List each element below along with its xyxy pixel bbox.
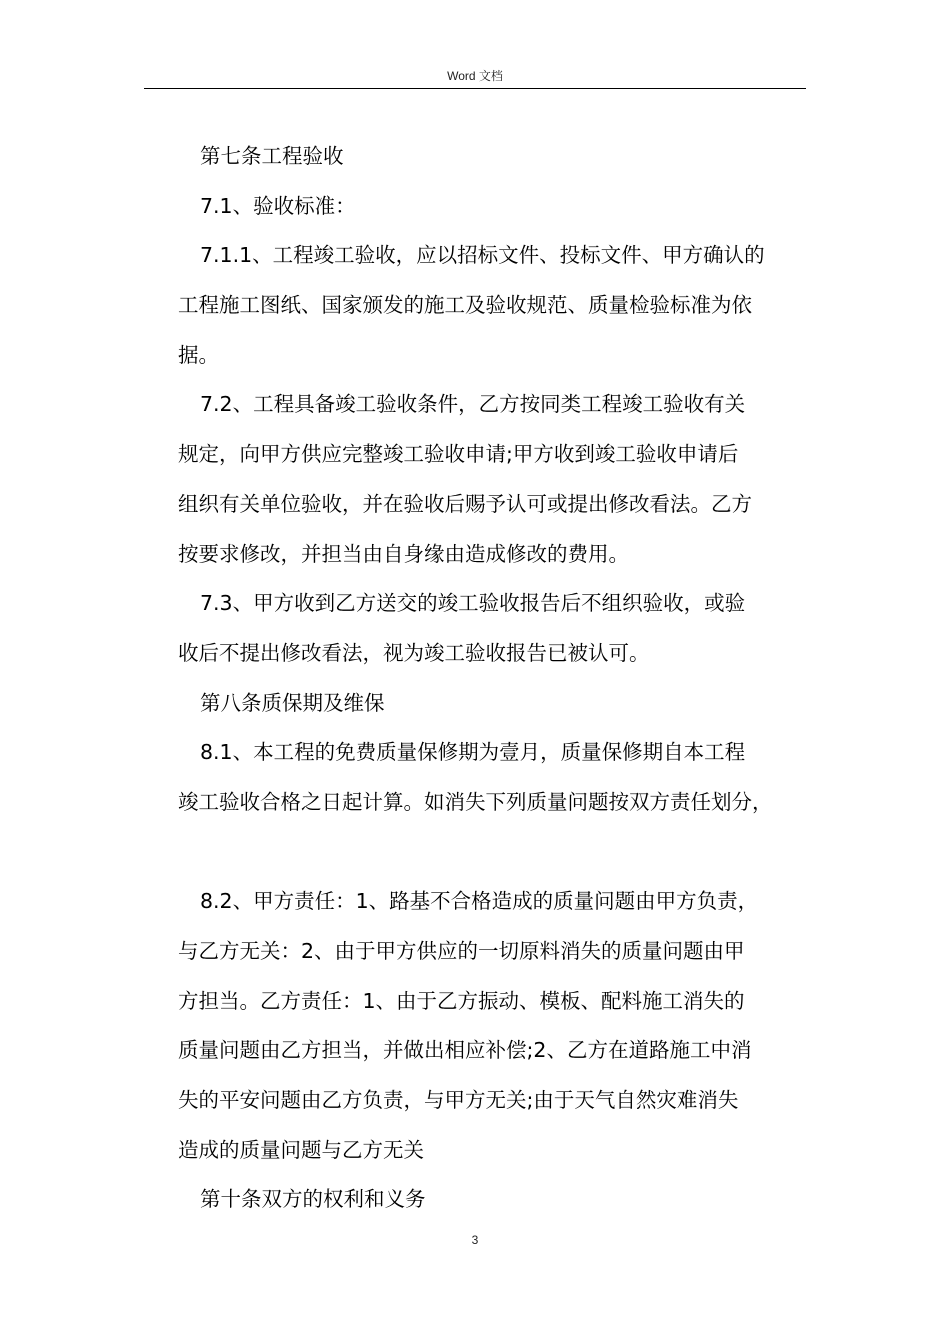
clause-line: 规定，向甲方供应完整竣工验收申请;甲方收到竣工验收申请后 xyxy=(178,442,739,467)
clause-line: 工程施工图纸、国家颁发的施工及验收规范、质量检验标准为依 xyxy=(178,293,752,318)
clause-line: 8.1、本工程的免费质量保修期为壹月，质量保修期自本工程 xyxy=(200,740,746,765)
page-number: 3 xyxy=(471,1233,479,1247)
clause-line: 收后不提出修改看法，视为竣工验收报告已被认可。 xyxy=(178,640,650,665)
clause-line: 7.1.1、工程竣工验收，应以招标文件、投标文件、甲方确认的 xyxy=(200,243,765,268)
document-body xyxy=(178,132,818,1225)
clause-line: 质量问题由乙方担当，并做出相应补偿;2、乙方在道路施工中消 xyxy=(178,1038,752,1063)
clause-line: 方担当。乙方责任：1、由于乙方振动、模板、配料施工消失的 xyxy=(178,988,745,1013)
clause-line: 据。 xyxy=(178,342,219,367)
header-divider xyxy=(144,88,806,89)
page-header: Word 文档 xyxy=(447,69,503,83)
clause-line: 竣工验收合格之日起计算。如消失下列质量问题按双方责任划分， xyxy=(178,789,773,814)
clause-line: 7.2、工程具备竣工验收条件，乙方按同类工程竣工验收有关 xyxy=(200,392,746,417)
clause-line: 7.1、验收标准： xyxy=(200,193,356,218)
clause-line: 失的平安问题由乙方负责，与甲方无关;由于天气自然灾难消失 xyxy=(178,1088,739,1113)
clause-line: 7.3、甲方收到乙方送交的竣工验收报告后不组织验收，或验 xyxy=(200,591,746,616)
section-heading: 第十条双方的权利和义务 xyxy=(200,1187,426,1212)
clause-line: 8.2、甲方责任：1、路基不合格造成的质量问题由甲方负责， xyxy=(200,889,759,914)
clause-line: 组织有关单位验收，并在验收后赐予认可或提出修改看法。乙方 xyxy=(178,491,752,516)
clause-line: 与乙方无关：2、由于甲方供应的一切原料消失的质量问题由甲 xyxy=(178,939,745,963)
clause-line: 按要求修改，并担当由自身缘由造成修改的费用。 xyxy=(178,541,629,566)
clause-line: 造成的质量问题与乙方无关 xyxy=(178,1137,424,1162)
section-heading: 第七条工程验收 xyxy=(200,144,344,168)
blank-line xyxy=(178,828,818,878)
section-heading: 第八条质保期及维保 xyxy=(200,690,385,715)
